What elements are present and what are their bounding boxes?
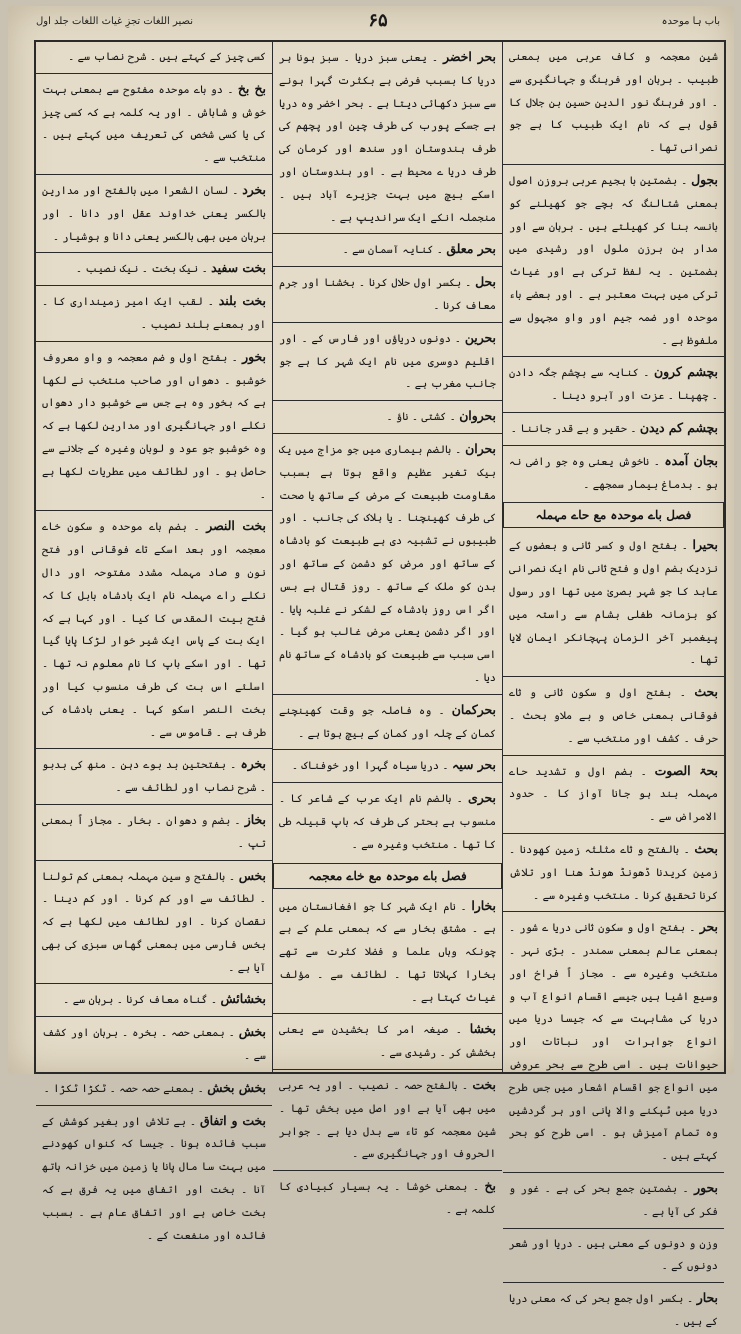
page-number: ۶۵ xyxy=(368,10,388,31)
definition-text: یعنی سبز دریا ۔ سبز ہونا ہر دریا کا بسبب فرضی ہے بکثرت گہرا ہونے سے سبز دکھائی دیتا ہے ۔ بحر اخضر وہ دریا ہے جسکے پورب کی طرف چین اور پچھم کی طرف ہندوستان اور سندھ اور کرمان کی طرف دریا ے محیط ہے ۔ اور ہندوستان اور اسکے بیچ میں بہت جزیرے آباد ہیں ۔ منجملہ انکے ایک سراندیپ ہے ۔ xyxy=(279,52,496,224)
headword: بخرد xyxy=(242,181,266,197)
dictionary-entry: بخاز ۔ بضم و دھوان ۔ بخار ۔ مجاز اً بمعنی تپ ۔ xyxy=(42,811,266,850)
definition-text: شین معجمہ و کاف عربی میں بمعنی طبیب ۔ برہان اور فرہنگ و جہانگیری سے ۔ اور فرہنگ نور الدین حسین بن جلال کا قول ہے کہ نام ایک طبیب کا ہے جو نصرانی تھا ۔ xyxy=(509,51,718,155)
entry-divider xyxy=(503,1172,724,1173)
definition-text: بمعنی حصہ ۔ بخرہ ۔ برہان اور کشف سے ۔ xyxy=(42,1027,266,1063)
entry-divider xyxy=(503,1228,724,1229)
entry-divider xyxy=(273,1013,502,1014)
definition-text: بالفتح و ثاے مثلثہ زمین کھودنا ۔ زمین کریدنا ڈھونڈ ھونڈ ھنا اور تلاش کرنا تحقیق کرنا ۔ منتخب وغیرہ سے ۔ xyxy=(509,843,718,902)
definition-text: بضمتین با ہجیم عربی بروزن اصول بمعنی شتالنگ کہ بچے جو کھیلنے کو بانسہ بنا کر کھیلتے ہیں ۔ برہان سے اور مدار ہن برزن ملول اور رشیدی میں بضمتین ۔ یہ لفظ ترکی ہے اور غیاث ترکی میں بہت معتبر ہے ۔ اور بعضے باء موحدہ اور ضمہ جیم اور واو مجہول سے ملفوظ ہے ۔ xyxy=(509,174,718,347)
headword: بخاز xyxy=(244,811,266,827)
headword: بحرین xyxy=(464,329,496,345)
definition-text: کنایہ سے بچشم جگہ دادن ۔ چھپنا ۔ عزت اور آبرو دینا ۔ xyxy=(509,367,718,403)
dictionary-entry: بچشم کرون ۔ کنایہ سے بچشم جگہ دادن ۔ چھپنا ۔ عزت اور آبرو دینا ۔ xyxy=(509,364,718,403)
dictionary-entry: بحرکمان ۔ وہ فاصلہ جو وقت کھینچنے کمان کے چلہ اور کمان کے بیچ ہوتا ہے ۔ xyxy=(279,701,496,740)
entry-divider xyxy=(273,1069,502,1070)
definition-text: بضم باے موحدہ و سکون خاے معجمہ اور بعد اسکے تاے فوقانی اور فتح نون و صاد مہملہ مشدد مفتوحہ اور دال نکلے راے مہملہ نام ایک بادشاہ بابل کا کہ فتح بیت المقدس کا کیا ۔ اور کہا ہے کہ ایک بت کے پاس ایک شیر خوار لڑکا پایا گیا تھا ۔ اور اسکے باپ کا نام معلوم نہ تھا ۔ اسلئے اس بت کی طرف منسوب کیا اور بخت النصر اسکو کہا ۔ یعنی بادشاہ کی طرف ہے ۔ قاموس سے ۔ xyxy=(42,521,266,739)
headword: بحری xyxy=(468,790,496,806)
definition-text: بالضم بیماری میں جو مزاج میں یک بیک تغیر عظیم واقع ہوتا ہے بسبب مقاومت طبیعت کے مرض کے ساتھ یا صحت کی طرف کھینچنا ۔ یا ہلاک کی جانب ۔ اور طبیبوں نے تشبیہ دی ہے طبیعت کو بادشاہ کے ساتھ اور مرض کو دشمن کے ساتھ اور بدن کو ملک کے ساتھ ۔ روز قتال ہے بس اگر اس روز بادشاہ کے لشکر نے غلبہ پایا ۔ اور اگر دشمن یعنی مرض غالب ہو گیا ۔ اسی سبب سے طبیعت کو بادشاہ کے ساتھ نام دیا ۔ xyxy=(279,443,496,684)
headword: بخت xyxy=(472,1077,496,1093)
dictionary-entry: بخرد ۔ لسان الشعرا میں بالفتح اور مدارین بالکسر یعنی خداوند عقل اور دانا ۔ اور برہان میں بھی بالکسر یعنی دانا و ہوشیار ۔ xyxy=(42,181,266,243)
entry-divider xyxy=(503,356,724,357)
entry-divider xyxy=(273,322,502,323)
dictionary-entry: بحر ۔ بفتح اول و سکون ثانی دریا ے شور ۔ بمعنی عالم بمعنی سمندر ۔ بڑی نہر ۔ منتخب وغیرہ سے ۔ مجاز اً فراخ اور وسیع اشیا ہیں جیسے اقسام انواع آب و دریا کی مشابہت سے کہ جیسا دریا میں انواع جواہرات اور نباتات اور حیوانات ہیں ۔ اسی طرح سے بحر عروض میں انواع جو اقسام اشعار میں جس طرح دریا میں ٹپکنے والا پانی اور ہر گردشیں وہ تمام آمیزش ہو ۔ اسی طرح کو بحر کہتے ہیں ۔ xyxy=(509,919,718,1163)
entry-divider xyxy=(273,433,502,434)
dictionary-entry: بخ ۔ بمعنی خوشا ۔ یہ بسیار کبیادی کا کلمہ ہے ۔ xyxy=(279,1178,496,1217)
headword: بخش بخش xyxy=(207,1079,266,1095)
definition-text: بالفتح حصہ ۔ نصیب ۔ اور یہ عربی میں بھی آیا ہے اور اصل میں بخش تھا ۔ شین معجمہ کو تاء سے بدل دیا ہے ۔ جواہر الحروف اور جہانگیری سے ۔ xyxy=(279,1080,496,1161)
definition-text: بضم و دھوان ۔ بخار ۔ مجاز اً بمعنی تپ ۔ xyxy=(42,814,266,850)
headword: بخش xyxy=(238,1024,266,1040)
dictionary-entry: بجول ۔ بضمتین با ہجیم عربی بروزن اصول بمعنی شتالنگ کہ بچے جو کھیلنے کو بانسہ بنا کر کھیلتے ہیں ۔ برہان سے اور مدار ہن برزن ملول اور رشیدی میں بضمتین ۔ یہ لفظ ترکی ہے اور غیاث ترکی میں بہت معتبر ہے ۔ اور بعضے باء موحدہ اور ضمہ جیم اور واو مجہول سے ملفوظ ہے ۔ xyxy=(509,171,719,347)
dictionary-entry: بحران ۔ بالضم بیماری میں جو مزاج میں یک بیک تغیر عظیم واقع ہوتا ہے بسبب مقاومت طبیعت کے مرض کے ساتھ یا صحت کی طرف کھینچنا ۔ یا ہلاک کی جانب ۔ اور طبیبوں نے تشبیہ دی ہے طبیعت کو بادشاہ کے ساتھ اور مرض کو دشمن کے ساتھ اور بدن کو ملک کے ساتھ ۔ روز قتال ہے بس اگر اس روز بادشاہ کے لشکر نے غلبہ پایا ۔ اور اگر دشمن یعنی مرض غالب ہو گیا ۔ اسی سبب سے طبیعت کو بادشاہ کے ساتھ نام دیا ۔ xyxy=(279,440,496,684)
headword: بحل xyxy=(475,274,496,290)
dictionary-entry: بخت بلند ۔ لقب ایک امیر زمینداری کا ۔ اور بمعنے بلند نصیب ۔ xyxy=(42,293,266,331)
dictionary-entry: بخ بخ ۔ دو باے موحدہ مفتوح سے بمعنی بہت خوش و شاباش ۔ اور یہ کلمہ ہے کہ کسی چیز کی یا کسی شخص کی تعریف میں کہتے ہیں ۔ منتخب سے ۔ xyxy=(42,80,266,165)
headword: بجول xyxy=(691,171,719,187)
column-middle xyxy=(272,42,502,1217)
entry-divider xyxy=(503,833,724,834)
entry-divider xyxy=(503,164,724,165)
definition-text: بے تلاش اور بغیر کوشش کے سبب فائدہ ہونا ۔ جیسا کہ کنواں کھودنے میں بہت سا مال پانا یا زمین میں خزانہ ہاتھ آنا ۔ بخت اور اتفاق میں یہ فرق ہے کہ بخت خاص ہے اور اتفاق عام ہے ۔ بسبب فائدہ اور منفعت کے ۔ xyxy=(42,1115,266,1242)
headword: بحۃ الصوت xyxy=(654,762,718,778)
dictionary-entry: بحور ۔ بضمتین جمع بحر کی ہے ۔ غور و فکر کی آیا ہے ۔ xyxy=(509,1180,718,1218)
dictionary-entry: بحار ۔ بکسر اول جمع بحر کی کہ معنی دریا کے ہیں ۔ xyxy=(509,1290,718,1329)
definition-text: کشتی ۔ ناؤ ۔ xyxy=(386,411,447,424)
definition-text: دریا سیاہ گہرا اور خوفناک ۔ xyxy=(291,760,440,773)
definition-text: بفتح اول و کسر ثانی و بعضوں کے نزدیک بضم اول و فتح ثانی نام ایک نصرانی عابد کا جو شہر بصریٰ میں تھا اور رسول کو بزمانہ طفلی بشام سے راستہ میں پیغمبر آخر الزمان پہچانکر ایمان لایا تھا ۔ xyxy=(509,540,718,667)
dictionary-entry: بخشا ۔ صیغہ امر کا بخشیدن سے یعنی بخشش کر ۔ رشیدی سے ۔ xyxy=(279,1021,496,1060)
dictionary-entry: بحیرا ۔ بفتح اول و کسر ثانی و بعضوں کے نزدیک بضم اول و فتح ثانی نام ایک نصرانی عابد کا جو شہر بصریٰ میں تھا اور رسول کو بزمانہ طفلی بشام سے راستہ میں پیغمبر آخر الزمان پہچانکر ایمان لایا تھا ۔ xyxy=(509,537,718,667)
entry-divider xyxy=(36,341,272,342)
dictionary-entry: بخارا ۔ نام ایک شہر کا جو افغانستان میں ہے ۔ مشتق بخار سے کہ بمعنی علم کے ہے چونکہ وہاں علما و فضلا کثرت سے تھے بخارا کہلاتا تھا ۔ لطائف سے ۔ مؤلف غیاث کہتا ہے ۔ xyxy=(279,897,496,1004)
definition-text: بفتح اول و سکون ثانی و ثاے فوقانی بمعنی خاص و بے ملاو بحث ۔ حرف ۔ کشف اور منتخب سے ۔ xyxy=(509,687,718,745)
definition-text: بفتح اول و سکون ثانی دریا ے شور ۔ بمعنی عالم بمعنی سمندر ۔ بڑی نہر ۔ منتخب وغیرہ سے ۔ مجاز اً فراخ اور وسیع اشیا ہیں جیسے اقسام انواع آب و دریا کی مشابہت سے کہ جیسا دریا میں انواع جواہرات اور نباتات اور حیوانات ہیں ۔ اسی طرح سے بحر عروض میں انواع جو اقسام اشعار میں جس طرح دریا میں ٹپکنے والا پانی اور ہر گردشیں وہ تمام آمیزش ہو ۔ اسی طرح کو بحر کہتے ہیں ۔ xyxy=(509,922,718,1163)
headword: بخارا xyxy=(471,897,496,913)
entry-divider xyxy=(273,694,502,695)
dictionary-entry: بخش ۔ بمعنی حصہ ۔ بخرہ ۔ برہان اور کشف سے ۔ xyxy=(42,1024,266,1063)
entry-divider xyxy=(503,911,724,912)
column-right xyxy=(502,42,724,1329)
dictionary-entry: بخس ۔ بالفتح و سین مہملہ بمعنی کم تولنا ۔ لطائف سے اور کم کرنا ۔ اور کم دینا ۔ نقصان کرنا ۔ اور لطائف میں لکھا ہے کہ بخس فارسی میں بمعنی گھاس سبزی کی بھی آیا ہے ۔ xyxy=(42,867,266,974)
headword: بحر اخضر xyxy=(443,49,496,64)
definition-text: کنایہ آسمان سے ۔ xyxy=(342,244,434,257)
running-head-left: نصیر اللغات تجزِ غیاث اللغات جلد اول xyxy=(36,16,193,27)
definition-text: صیغہ امر کا بخشیدن سے یعنی بخشش کر ۔ رشیدی سے ۔ xyxy=(279,1024,496,1060)
headword: بخت بلند xyxy=(218,293,266,309)
definition-text: بضمتین جمع بحر کی ہے ۔ غور و فکر کی آیا ہے ۔ xyxy=(509,1183,718,1218)
dictionary-entry: بجان آمدہ ۔ ناخوش یعنی وہ جو راضی نہ ہو ۔ بدماغ بیمار سمجھے ۔ xyxy=(509,452,718,491)
entry-divider xyxy=(36,510,272,511)
definition-text: حقیر و بے قدر جاننا ۔ xyxy=(510,422,627,435)
entry-divider xyxy=(36,1105,272,1106)
dictionary-entry xyxy=(509,1233,718,1279)
entry-divider xyxy=(273,1170,502,1171)
definition-text: بکسر اول جمع بحر کی کہ معنی دریا کے ہیں ۔ xyxy=(509,1293,718,1329)
dictionary-entry xyxy=(509,46,718,160)
dictionary-entry: بحری ۔ بالضم نام ایک عرب کے شاعر کا ۔ منسوب ہے بحتر کی طرف کہ باپ قبیلہ طی کا تھا ۔ منتخب وغیرہ سے ۔ xyxy=(279,790,496,851)
entry-divider xyxy=(503,755,724,756)
definition-text: ناخوش یعنی وہ جو راضی نہ ہو ۔ بدماغ بیمار سمجھے ۔ xyxy=(509,455,718,491)
headword: بخت و اتفاق xyxy=(200,1112,266,1128)
dictionary-entry: بخش بخش ۔ بمعنے حصہ حصہ ۔ ٹکڑا ٹکڑا ۔ xyxy=(43,1079,266,1095)
definition-text: بمعنے حصہ حصہ ۔ ٹکڑا ٹکڑا ۔ xyxy=(43,1082,195,1095)
headword: بحر xyxy=(699,919,718,935)
entry-divider xyxy=(36,748,272,749)
entry-divider xyxy=(36,1072,272,1073)
dictionary-entry: بحروان ۔ کشتی ۔ ناؤ ۔ xyxy=(386,408,496,424)
definition-text: بکسر اول حلال کرنا ۔ بخشنا اور جرم معاف کرنا ۔ xyxy=(279,277,496,312)
definition-text: وزن و دونوں کے معنی ہیں ۔ دریا اور شعر دونوں کے ۔ xyxy=(509,1237,718,1273)
headword: بحث xyxy=(694,684,719,700)
running-head-right: باب ہا موحدہ xyxy=(661,16,720,27)
definition-text: دونوں دریاؤں اور فارس کے ۔ اور اقلیم دوسری میں نام ایک شہر کا ہے جو جانب مغرب ہے ۔ xyxy=(279,332,496,391)
headword: بخشا xyxy=(469,1021,496,1037)
entry-divider xyxy=(503,1282,724,1283)
headword: بحروان xyxy=(459,408,496,424)
column-left xyxy=(36,42,272,1242)
headword: بحر سیہ xyxy=(452,757,496,773)
definition-text: بفتح اول و ضم معجمہ و واو معروف خوشبو ۔ دھواں اور صاحب منتخب نے لکھا ہے کہ بخور وہ ہے جس سے خوشبو دار دھواں نکلے اور جہانگیری اور مدارین لکھا ہے کہ وہ خوشبو جو عود و لوبان وغیرہ کے جلانے سے حاصل ہو ۔ اور لطائف میں عطریات لکھا ہے ۔ xyxy=(42,351,266,501)
entry-divider xyxy=(503,412,724,413)
definition-text: بالضم نام ایک عرب کے شاعر کا ۔ منسوب ہے بحتر کی طرف کہ باپ قبیلہ طی کا تھا ۔ منتخب وغیرہ سے ۔ xyxy=(279,793,496,851)
dictionary-entry: بحر سیہ ۔ دریا سیاہ گہرا اور خوفناک ۔ xyxy=(291,757,496,773)
dictionary-entry: بچشم کم دیدن ۔ حقیر و بے قدر جاننا ۔ xyxy=(510,419,718,435)
dictionary-entry: بحث ۔ بالفتح و ثاے مثلثہ زمین کھودنا ۔ زمین کریدنا ڈھونڈ ھونڈ ھنا اور تلاش کرنا تحقیق کرنا ۔ منتخب وغیرہ سے ۔ xyxy=(509,840,718,902)
dictionary-entry: بحرین ۔ دونوں دریاؤں اور فارس کے ۔ اور اقلیم دوسری میں نام ایک شہر کا ہے جو جانب مغرب ہے ۔ xyxy=(279,329,496,391)
definition-text: بمعنی خوشا ۔ یہ بسیار کبیادی کا کلمہ ہے ۔ xyxy=(279,1181,496,1217)
dictionary-entry xyxy=(42,46,266,69)
definition-text: لقب ایک امیر زمینداری کا ۔ اور بمعنے بلند نصیب ۔ xyxy=(42,296,266,331)
headword: بخ بخ xyxy=(237,80,266,96)
dictionary-entry: بحر معلق ۔ کنایہ آسمان سے ۔ xyxy=(342,241,496,257)
definition-text: نام ایک شہر کا جو افغانستان میں ہے ۔ مشتق بخار سے کہ بمعنی علم کے ہے چونکہ وہاں علما و فضلا کثرت سے تھے بخارا کہلاتا تھا ۔ لطائف سے ۔ مؤلف غیاث کہتا ہے ۔ xyxy=(279,900,496,1004)
definition-text: گناہ معاف کرنا ۔ برہان سے ۔ xyxy=(63,994,208,1007)
entry-divider xyxy=(36,252,272,253)
entry-divider xyxy=(503,676,724,677)
definition-text: وہ فاصلہ جو وقت کھینچنے کمان کے چلہ اور کمان کے بیچ ہوتا ہے ۔ xyxy=(279,704,496,740)
headword: بخت سفید xyxy=(211,260,266,276)
entry-divider xyxy=(273,749,502,750)
definition-text: نیک بخت ۔ نیک نصیب ۔ xyxy=(75,263,199,276)
definition-text: کسی چیز کے کہتے ہیں ۔ شرح نصاب سے ۔ xyxy=(68,51,266,63)
page xyxy=(8,6,734,1329)
headword: بحر معلق xyxy=(446,241,496,257)
definition-text: بضم اول و تشدید حاے مہملہ بند ہو جانا آواز کا ۔ حدود الامراض سے ۔ xyxy=(509,765,718,824)
dictionary-entry: بحث ۔ بفتح اول و سکون ثانی و ثاے فوقانی بمعنی خاص و بے ملاو بحث ۔ حرف ۔ کشف اور منتخب سے ۔ xyxy=(509,684,719,745)
dictionary-entry: بخرہ ۔ بفتحتین بد بوے دہن ۔ منھ کی بدبو ۔ شرح نصاب اور لطائف سے ۔ xyxy=(42,756,266,795)
dictionary-entry: بخت و اتفاق ۔ بے تلاش اور بغیر کوشش کے سبب فائدہ ہونا ۔ جیسا کہ کنواں کھودنے میں بہت سا مال پانا یا زمین میں خزانہ ہاتھ آنا ۔ بخت اور اتفاق میں یہ فرق ہے کہ بخت خاص ہے اور اتفاق عام ہے ۔ بسبب فائدہ اور منفعت کے ۔ xyxy=(42,1112,266,1242)
dictionary-entry: بخت ۔ بالفتح حصہ ۔ نصیب ۔ اور یہ عربی میں بھی آیا ہے اور اصل میں بخش تھا ۔ شین معجمہ کو تاء سے بدل دیا ہے ۔ جواہر الحروف اور جہانگیری سے ۔ xyxy=(279,1077,496,1161)
entry-divider xyxy=(273,400,502,401)
headword: بحرکمان xyxy=(451,701,496,717)
section-heading: فصل باے موحدہ مع حاے مہملہ xyxy=(503,502,724,528)
definition-text: دو باے موحدہ مفتوح سے بمعنی بہت خوش و شاباش ۔ اور یہ کلمہ ہے کہ کسی چیز کی یا کسی شخص کی تعریف میں کہتے ہیں ۔ منتخب سے ۔ xyxy=(42,83,266,165)
headword: بخور xyxy=(242,348,266,364)
entry-divider xyxy=(273,782,502,783)
entry-divider xyxy=(36,804,272,805)
dictionary-entry: بخت سفید ۔ نیک بخت ۔ نیک نصیب ۔ xyxy=(75,260,266,276)
headword: بحیرا xyxy=(692,537,718,553)
dictionary-entry: بخور ۔ بفتح اول و ضم معجمہ و واو معروف خوشبو ۔ دھواں اور صاحب منتخب نے لکھا ہے کہ بخور وہ ہے جس سے خوشبو دار دھواں نکلے اور جہانگیری اور مدارین لکھا ہے کہ وہ خوشبو جو عود و لوبان وغیرہ کے جلانے سے حاصل ہو ۔ اور لطائف میں عطریات لکھا ہے ۔ xyxy=(42,348,266,501)
headword: بخس xyxy=(238,867,266,883)
entry-divider xyxy=(273,233,502,234)
entry-divider xyxy=(36,1016,272,1017)
headword: بحور xyxy=(694,1180,718,1196)
definition-text: بفتحتین بد بوے دہن ۔ منھ کی بدبو ۔ شرح نصاب اور لطائف سے ۔ xyxy=(42,759,266,795)
headword: بحث xyxy=(694,840,718,856)
entry-divider xyxy=(273,266,502,267)
section-heading: فصل باے موحدہ مع خاے معجمہ xyxy=(273,863,502,889)
headword: بجان آمدہ xyxy=(664,452,718,468)
headword: بخرہ xyxy=(240,756,266,772)
page-header xyxy=(28,12,728,38)
definition-text: بالفتح و سین مہملہ بمعنی کم تولنا ۔ لطائف سے اور کم کرنا ۔ اور کم دینا ۔ نقصان کرنا ۔ اور لطائف میں لکھا ہے کہ بخس فارسی میں بمعنی گھاس سبزی کی بھی آیا ہے ۔ xyxy=(42,870,266,974)
entry-divider xyxy=(503,445,724,446)
headword: بچشم کم دیدن xyxy=(639,419,718,435)
dictionary-entry: بخشائش ۔ گناہ معاف کرنا ۔ برہان سے ۔ xyxy=(63,991,266,1007)
entry-divider xyxy=(36,983,272,984)
headword: بحران xyxy=(465,440,496,456)
dictionary-entry: بحۃ الصوت ۔ بضم اول و تشدید حاے مہملہ بند ہو جانا آواز کا ۔ حدود الامراض سے ۔ xyxy=(509,762,718,824)
headword: بحار xyxy=(696,1290,718,1306)
headword: بخشائش xyxy=(220,991,266,1007)
dictionary-entry: بخت النصر ۔ بضم باے موحدہ و سکون خاے معجمہ اور بعد اسکے تاے فوقانی اور فتح نون و صاد مہملہ مشدد مفتوحہ اور دال نکلے راے مہملہ نام ایک بادشاہ بابل کا کہ فتح بیت المقدس کا کیا ۔ اور کہا ہے کہ ایک بت کے پاس ایک شیر خوار لڑکا پایا گیا تھا ۔ اور اسکے باپ کا نام معلوم نہ تھا ۔ اسلئے اس بت کی طرف منسوب کیا اور بخت النصر اسکو کہا ۔ یعنی بادشاہ کی طرف ہے ۔ قاموس سے ۔ xyxy=(42,518,266,739)
entry-divider xyxy=(36,860,272,861)
headword: بچشم کرون xyxy=(653,364,718,380)
definition-text: لسان الشعرا میں بالفتح اور مدارین بالکسر یعنی خداوند عقل اور دانا ۔ اور برہان میں بھی بالکسر یعنی دانا و ہوشیار ۔ xyxy=(42,184,266,243)
headword: بخت النصر xyxy=(206,518,266,534)
headword: بخ xyxy=(484,1178,496,1194)
text-frame xyxy=(34,40,726,1329)
entry-divider xyxy=(36,73,272,74)
dictionary-entry: بحل ۔ بکسر اول حلال کرنا ۔ بخشنا اور جرم معاف کرنا ۔ xyxy=(279,274,496,312)
entry-divider xyxy=(36,174,272,175)
entry-divider xyxy=(36,285,272,286)
dictionary-entry: بحر اخضر ۔ یعنی سبز دریا ۔ سبز ہونا ہر دریا کا بسبب فرضی ہے بکثرت گہرا ہونے سے سبز دکھائی دیتا ہے ۔ بحر اخضر وہ دریا ہے جسکے پورب کی طرف چین اور پچھم کی طرف ہندوستان اور سندھ اور کرمان کی طرف دریا ے محیط ہے ۔ اور ہندوستان اور اسکے بیچ میں بہت جزیرے آباد ہیں ۔ منجملہ انکے ایک سراندیپ ہے ۔ xyxy=(279,49,496,224)
